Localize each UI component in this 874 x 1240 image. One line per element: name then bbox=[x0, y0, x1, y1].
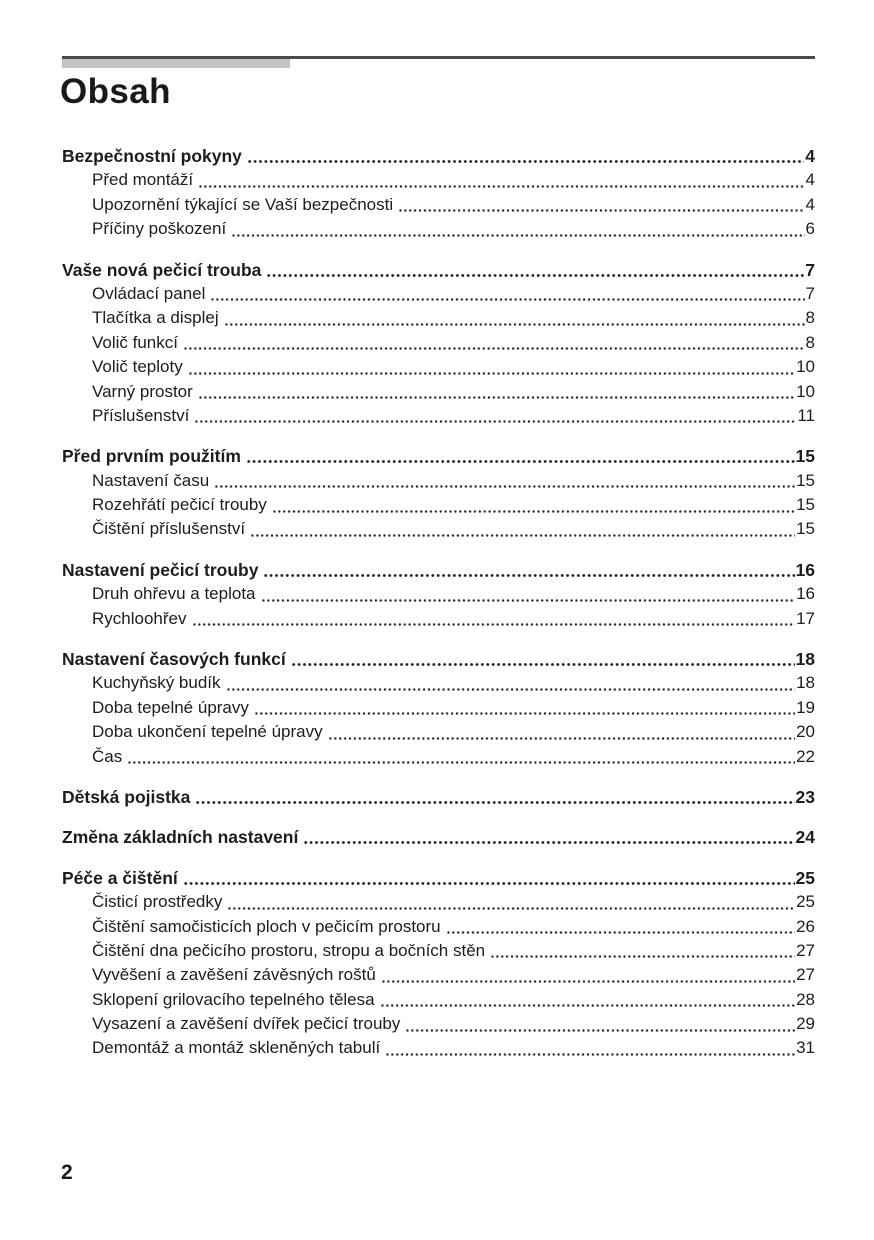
toc-section-title: Bezpečnostní pokyny bbox=[62, 145, 242, 166]
toc-page-number: 10 bbox=[796, 381, 815, 401]
toc-section-title: Vaše nová pečicí trouba bbox=[62, 259, 262, 280]
dot-leader bbox=[246, 444, 795, 468]
toc-page-number: 23 bbox=[795, 786, 815, 807]
toc-section-row bbox=[62, 558, 815, 582]
dot-leader bbox=[303, 825, 794, 849]
toc-section-row bbox=[62, 785, 815, 809]
toc-item-row bbox=[62, 745, 815, 769]
toc-section bbox=[62, 258, 815, 429]
dot-leader bbox=[380, 988, 795, 1012]
toc-section bbox=[62, 144, 815, 242]
toc-item-label: Před montáží bbox=[92, 170, 194, 190]
dot-leader bbox=[183, 331, 805, 355]
dot-leader bbox=[214, 469, 795, 493]
toc-section-title: Dětská pojistka bbox=[62, 786, 191, 807]
toc-section-title: Nastavení časových funkcí bbox=[62, 649, 286, 670]
toc-page-number: 29 bbox=[796, 1014, 815, 1034]
dot-leader bbox=[127, 745, 795, 769]
toc-section bbox=[62, 785, 815, 809]
dot-leader bbox=[291, 647, 795, 671]
toc-item-label: Druh ohřevu a teplota bbox=[92, 584, 256, 604]
toc-item-row bbox=[62, 607, 815, 631]
toc-page-number: 16 bbox=[796, 584, 815, 604]
dot-leader bbox=[195, 785, 794, 809]
toc-section-row bbox=[62, 444, 815, 468]
dot-leader bbox=[385, 1037, 795, 1061]
toc-item-label: Demontáž a montáž skleněných tabulí bbox=[92, 1038, 381, 1058]
toc-item-row bbox=[62, 380, 815, 404]
toc-page-number: 15 bbox=[796, 519, 815, 539]
toc-item-label: Tlačítka a displej bbox=[92, 308, 219, 328]
toc-page-number: 15 bbox=[795, 446, 815, 467]
toc-item-row bbox=[62, 1037, 815, 1061]
toc-item-row bbox=[62, 306, 815, 330]
toc-item-row bbox=[62, 963, 815, 987]
toc-page-number: 25 bbox=[796, 892, 815, 912]
toc-page-number: 6 bbox=[805, 219, 815, 239]
toc-section-title: Nastavení pečicí trouby bbox=[62, 559, 259, 580]
toc-item-row bbox=[62, 582, 815, 606]
toc-page-number: 24 bbox=[795, 827, 815, 848]
toc-section bbox=[62, 866, 815, 1061]
toc-section-title: Péče a čištění bbox=[62, 867, 178, 888]
toc-item-label: Doba ukončení tepelné úpravy bbox=[92, 722, 323, 742]
toc-section-row bbox=[62, 825, 815, 849]
dot-leader bbox=[210, 282, 804, 306]
toc-section bbox=[62, 647, 815, 769]
toc-item-label: Čištění dna pečicího prostoru, stropu a bočních stěn bbox=[92, 940, 486, 960]
toc-item-label: Volič funkcí bbox=[92, 332, 178, 352]
toc-item-label: Čištění příslušenství bbox=[92, 519, 246, 539]
toc-item-label: Příslušenství bbox=[92, 405, 190, 425]
toc-item-label: Doba tepelné úpravy bbox=[92, 697, 249, 717]
dot-leader bbox=[198, 380, 795, 404]
dot-leader bbox=[254, 696, 795, 720]
toc-item-label: Rychloohřev bbox=[92, 608, 187, 628]
toc-page-number: 15 bbox=[796, 495, 815, 515]
dot-leader bbox=[198, 168, 804, 192]
toc-section-title: Před prvním použitím bbox=[62, 446, 241, 467]
toc-item-label: Rozehřátí pečicí trouby bbox=[92, 495, 267, 515]
toc-page-number: 11 bbox=[797, 405, 815, 425]
dot-leader bbox=[263, 558, 794, 582]
dot-leader bbox=[194, 404, 796, 428]
toc-item-row bbox=[62, 517, 815, 541]
toc-page-number: 19 bbox=[796, 697, 815, 717]
dot-leader bbox=[398, 193, 804, 217]
toc-item-row bbox=[62, 671, 815, 695]
toc-page-number: 18 bbox=[796, 673, 815, 693]
dot-leader bbox=[446, 915, 795, 939]
toc-item-row bbox=[62, 890, 815, 914]
toc-item-row bbox=[62, 988, 815, 1012]
toc-page-number: 18 bbox=[795, 649, 815, 670]
dot-leader bbox=[272, 493, 795, 517]
toc-item-row bbox=[62, 168, 815, 192]
dot-leader bbox=[226, 671, 796, 695]
dot-leader bbox=[227, 890, 795, 914]
toc-item-label: Vyvěšení a zavěšení závěsných roštů bbox=[92, 965, 376, 985]
toc-item-row bbox=[62, 696, 815, 720]
toc-section-row bbox=[62, 144, 815, 168]
toc-page-number: 4 bbox=[805, 145, 815, 166]
toc-page-number: 20 bbox=[796, 722, 815, 742]
dot-leader bbox=[490, 939, 795, 963]
toc-item-row bbox=[62, 404, 815, 428]
toc-item-row bbox=[62, 355, 815, 379]
toc-item-row bbox=[62, 1012, 815, 1036]
toc-section-row bbox=[62, 647, 815, 671]
toc-item-label: Čisticí prostředky bbox=[92, 892, 223, 912]
toc-page-number: 4 bbox=[805, 170, 815, 190]
dot-leader bbox=[266, 258, 804, 282]
dot-leader bbox=[192, 607, 796, 631]
toc-item-label: Volič teploty bbox=[92, 357, 183, 377]
toc-page-number: 16 bbox=[795, 559, 815, 580]
toc-page-number: 8 bbox=[805, 332, 815, 352]
toc-item-row bbox=[62, 469, 815, 493]
dot-leader bbox=[250, 517, 795, 541]
toc-page-number: 28 bbox=[796, 989, 815, 1009]
toc-section bbox=[62, 825, 815, 849]
toc-item-row bbox=[62, 331, 815, 355]
toc-item-row bbox=[62, 493, 815, 517]
toc-page-number: 7 bbox=[805, 259, 815, 280]
toc-item-label: Čištění samočisticích ploch v pečicím prostoru bbox=[92, 916, 441, 936]
toc-item-label: Čas bbox=[92, 746, 123, 766]
toc-page-number: 27 bbox=[796, 965, 815, 985]
toc-item-label: Sklopení grilovacího tepelného tělesa bbox=[92, 989, 375, 1009]
page-title: Obsah bbox=[60, 72, 171, 111]
toc-item-row bbox=[62, 193, 815, 217]
toc-page-number: 17 bbox=[796, 608, 815, 628]
toc-page-number: 26 bbox=[796, 916, 815, 936]
toc-page-number: 25 bbox=[795, 867, 815, 888]
toc-page-number: 10 bbox=[796, 357, 815, 377]
toc-item-label: Příčiny poškození bbox=[92, 219, 227, 239]
toc-page-number: 27 bbox=[796, 940, 815, 960]
toc-page-number: 8 bbox=[805, 308, 815, 328]
toc-section bbox=[62, 444, 815, 542]
footer-page-number: 2 bbox=[61, 1161, 73, 1184]
dot-leader bbox=[405, 1012, 795, 1036]
toc-item-label: Ovládací panel bbox=[92, 283, 206, 303]
toc-item-row bbox=[62, 915, 815, 939]
toc-item-label: Upozornění týkající se Vaší bezpečnosti bbox=[92, 194, 394, 214]
table-of-contents bbox=[62, 144, 815, 1061]
toc-item-label: Vysazení a zavěšení dvířek pečicí trouby bbox=[92, 1014, 401, 1034]
dot-leader bbox=[224, 306, 805, 330]
toc-item-label: Kuchyňský budík bbox=[92, 673, 221, 693]
toc-item-row bbox=[62, 282, 815, 306]
toc-item-row bbox=[62, 720, 815, 744]
dot-leader bbox=[381, 963, 795, 987]
dot-leader bbox=[328, 720, 795, 744]
toc-page-number: 7 bbox=[805, 283, 815, 303]
toc-item-row bbox=[62, 217, 815, 241]
toc-section-title: Změna základních nastavení bbox=[62, 827, 299, 848]
toc-section-row bbox=[62, 258, 815, 282]
toc-section bbox=[62, 558, 815, 631]
toc-page-number: 4 bbox=[805, 194, 815, 214]
toc-page-number: 31 bbox=[796, 1038, 815, 1058]
toc-page-number: 22 bbox=[796, 746, 815, 766]
toc-item-label: Nastavení času bbox=[92, 470, 210, 490]
gray-accent-bar bbox=[62, 59, 290, 68]
dot-leader bbox=[247, 144, 804, 168]
toc-page-number: 15 bbox=[796, 470, 815, 490]
dot-leader bbox=[261, 582, 796, 606]
toc-item-row bbox=[62, 939, 815, 963]
dot-leader bbox=[231, 217, 804, 241]
dot-leader bbox=[183, 866, 795, 890]
toc-section-row bbox=[62, 866, 815, 890]
dot-leader bbox=[188, 355, 795, 379]
toc-item-label: Varný prostor bbox=[92, 381, 193, 401]
